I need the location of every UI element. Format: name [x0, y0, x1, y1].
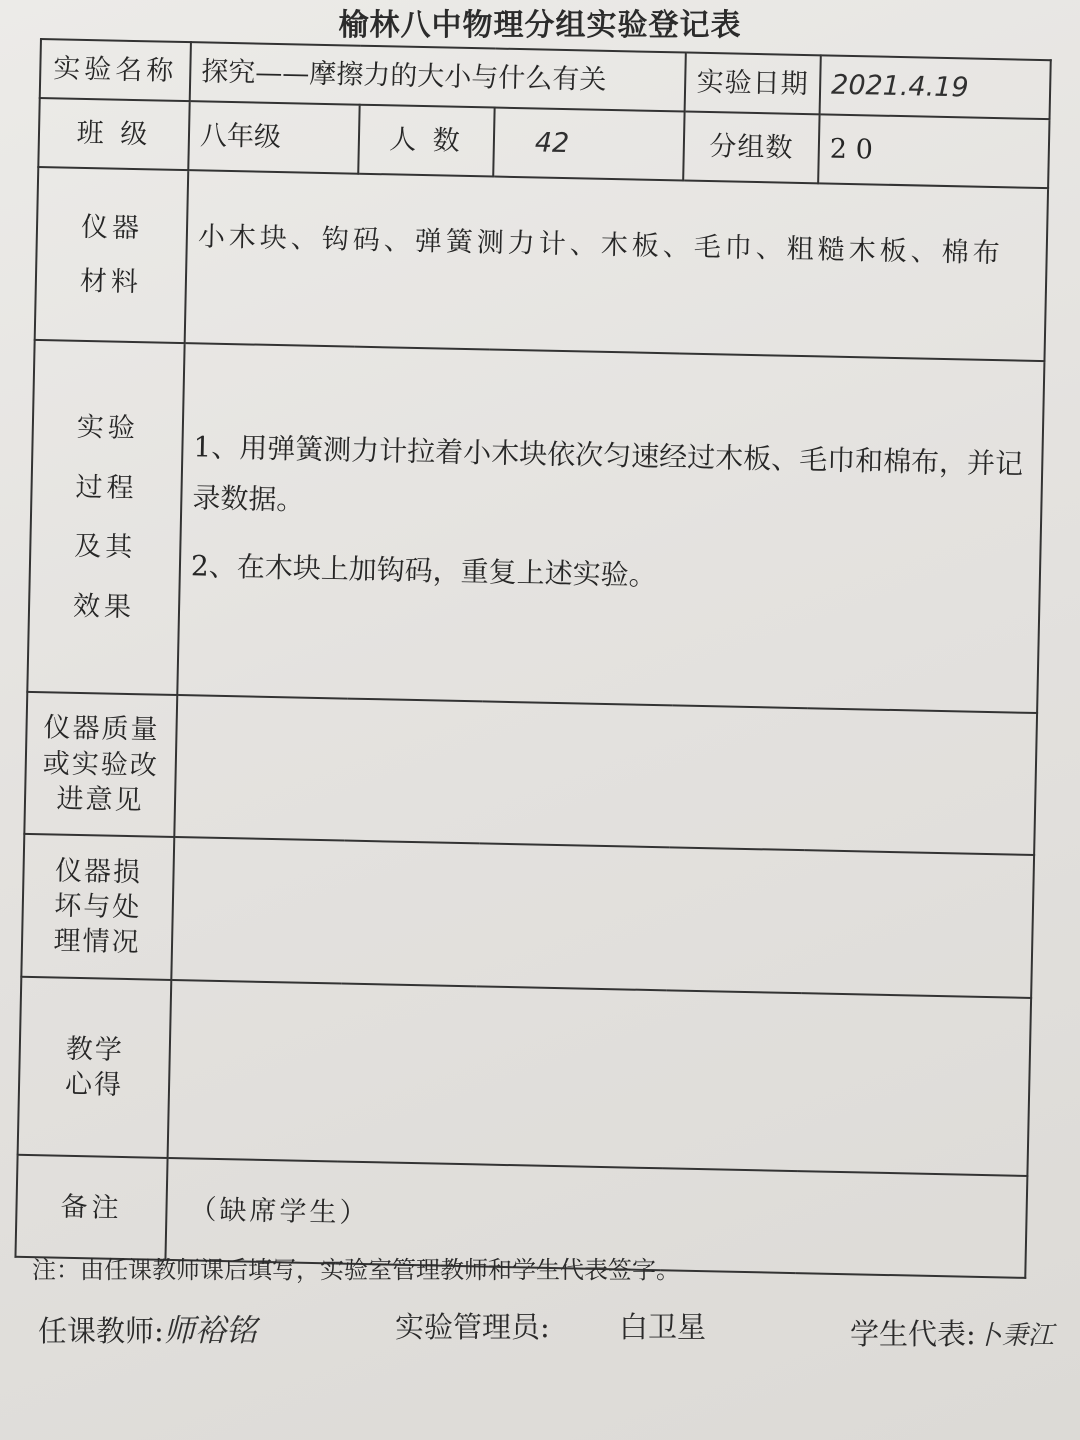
- row-damage: [21, 834, 1034, 998]
- materials-value: 小木块、钩码、弹簧测力计、木板、毛巾、粗糙木板、棉布: [185, 170, 1048, 361]
- quality-label: 仪器质量或实验改进意见: [24, 692, 177, 838]
- experiment-name-value: 探究——摩擦力的大小与什么有关: [190, 42, 686, 111]
- experiment-name-label: 实验名称: [40, 39, 191, 101]
- admin-label: 实验管理员:: [395, 1310, 550, 1344]
- student-name: 卜秉江: [975, 1321, 1054, 1351]
- row-teaching: [18, 977, 1032, 1176]
- student-signature: [850, 1312, 1054, 1353]
- process-content: [177, 344, 1044, 713]
- process-label: 实验过程及其效果: [27, 340, 184, 694]
- remarks-label: 备注: [15, 1155, 167, 1260]
- teacher-label: 任课教师:: [38, 1314, 164, 1348]
- remarks-value: （缺席学生）: [165, 1158, 1027, 1278]
- process-step-1: 1、用弹簧测力计拉着小木块依次匀速经过木板、毛巾和棉布，并记录数据。: [192, 430, 1024, 517]
- class-value: 八年级: [188, 101, 359, 174]
- experiment-date-value: 2021.4.19: [820, 55, 1051, 119]
- teaching-value: [168, 980, 1032, 1176]
- row-quality: [24, 692, 1037, 856]
- damage-label: 仪器损坏与处理情况: [21, 834, 174, 980]
- row-process: [27, 340, 1044, 712]
- student-count-label: 人 数: [358, 105, 494, 177]
- teacher-name: 师裕铭: [163, 1313, 257, 1349]
- damage-value: [171, 837, 1034, 998]
- form-table: [14, 38, 1051, 1279]
- teaching-label: 教学心得: [18, 977, 172, 1158]
- materials-label: 仪器材料: [35, 167, 189, 343]
- process-step-2: 2、在木块上加钩码，重复上述实验。: [190, 549, 658, 593]
- group-count-label: 分组数: [683, 112, 819, 184]
- admin-signature: [395, 1305, 706, 1346]
- row-materials: [35, 167, 1048, 361]
- admin-name: 白卫星: [619, 1310, 707, 1344]
- group-count-value: 2 0: [818, 114, 1049, 188]
- teacher-signature: [38, 1305, 257, 1350]
- experiment-date-label: 实验日期: [685, 53, 821, 115]
- form-table-wrapper: [14, 38, 1049, 1279]
- form-title: 榆林八中物理分组实验登记表: [338, 8, 742, 43]
- form-footnote: 注：由任课教师课后填写，实验室管理教师和学生代表签字。: [32, 1256, 680, 1284]
- student-label: 学生代表:: [850, 1317, 976, 1351]
- class-label: 班 级: [38, 98, 189, 170]
- student-count-value: 42: [493, 108, 684, 181]
- quality-value: [174, 695, 1037, 856]
